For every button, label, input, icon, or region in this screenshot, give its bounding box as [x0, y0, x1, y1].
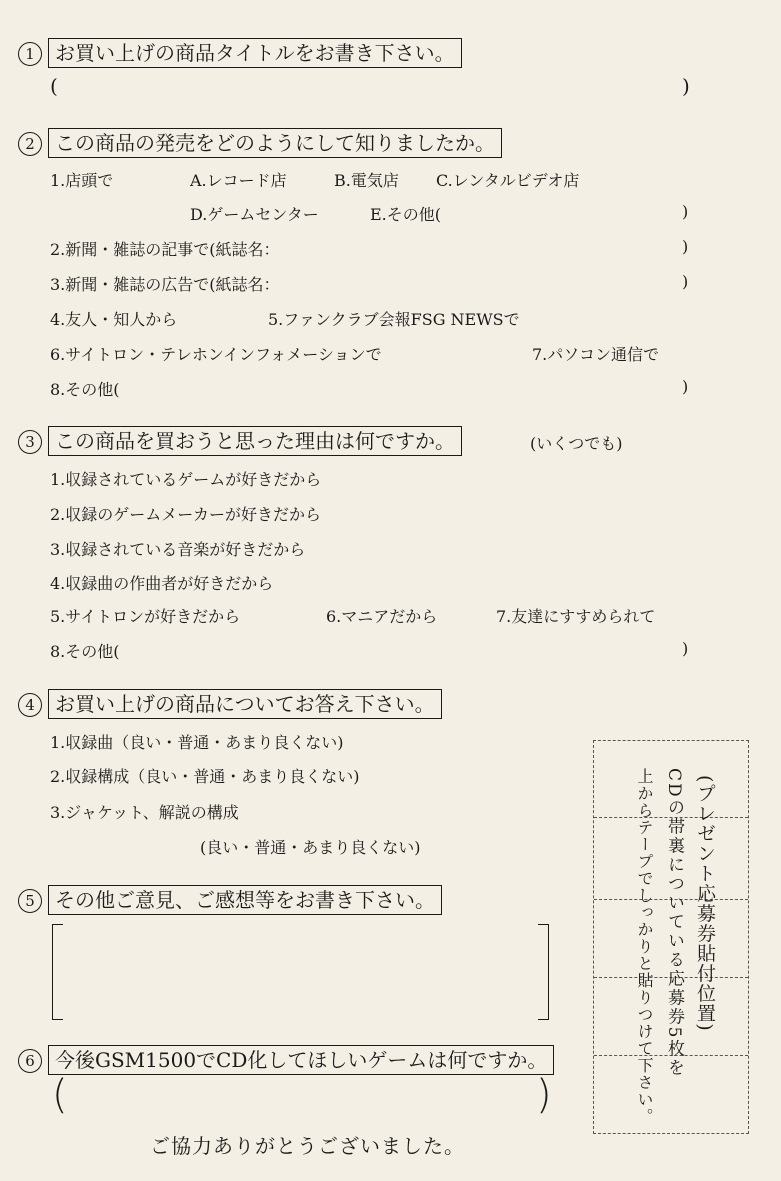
q2-option-1e: E.その他(	[370, 205, 442, 224]
question-number-5: 5	[18, 889, 42, 913]
coupon-instruction-line-2: 上からテープでしっかりと貼りつけて下さい。	[635, 768, 654, 1125]
q2-option-2: 2.新聞・雑誌の記事で(紙誌名：	[50, 240, 280, 259]
q2-option-6: 6.サイトロン・テレホンインフォメーションで	[50, 345, 382, 364]
q6-answer-close: )	[536, 1072, 552, 1118]
question-2-title: この商品の発売をどのようにして知りましたか。	[48, 128, 502, 158]
q5-answer-bracket-left	[52, 924, 63, 1020]
q2-option-1e-close: )	[682, 202, 689, 221]
q2-option-3: 3.新聞・雑誌の広告で(紙誌名：	[50, 275, 280, 294]
coupon-instruction-line-1: CDの帯裏についている応募券5枚を	[664, 768, 684, 1078]
coupon-area-title: (プレゼント応募券貼付位置)	[694, 775, 716, 1032]
q2-option-2-close: )	[682, 237, 689, 256]
q4-item-1: 1.収録曲（良い・普通・あまり良くない)	[50, 733, 344, 752]
q4-item-3-options: (良い・普通・あまり良くない)	[200, 838, 421, 857]
q1-answer-open: (	[50, 74, 58, 98]
q3-option-1: 1.収録されているゲームが好きだから	[50, 470, 322, 489]
q2-option-8: 8.その他(	[50, 380, 120, 399]
q4-item-3: 3.ジャケット、解説の構成	[50, 803, 239, 822]
q2-option-8-close: )	[682, 377, 689, 396]
q4-item-2: 2.収録構成（良い・普通・あまり良くない)	[50, 767, 360, 786]
question-number-1: 1	[18, 42, 42, 66]
q3-option-7: 7.友達にすすめられて	[496, 607, 656, 626]
question-number-4: 4	[18, 693, 42, 717]
q2-option-5: 5.ファンクラブ会報FSG NEWSで	[268, 310, 520, 329]
q5-answer-bracket-right	[538, 924, 549, 1020]
q2-option-1a: A.レコード店	[190, 171, 287, 190]
q3-option-4: 4.収録曲の作曲者が好きだから	[50, 574, 274, 593]
question-number-3: 3	[18, 430, 42, 454]
q2-option-1b: B.電気店	[334, 171, 399, 190]
question-4-title: お買い上げの商品についてお答え下さい。	[48, 689, 442, 719]
q3-option-5: 5.サイトロンが好きだから	[50, 607, 241, 626]
q2-option-3-close: )	[682, 272, 689, 291]
q2-option-7: 7.パソコン通信で	[532, 345, 659, 364]
question-number-2: 2	[18, 132, 42, 156]
q2-option-4: 4.友人・知人から	[50, 310, 178, 329]
thanks-message: ご協力ありがとうございました。	[150, 1134, 465, 1158]
q3-note: (いくつでも)	[530, 434, 623, 453]
q6-answer-open: (	[52, 1072, 68, 1118]
question-number-6: 6	[18, 1049, 42, 1073]
q3-option-2: 2.収録のゲームメーカーが好きだから	[50, 505, 321, 524]
question-6-title: 今後GSM1500でCD化してほしいゲームは何ですか。	[48, 1045, 554, 1075]
q3-option-6: 6.マニアだから	[326, 607, 438, 626]
q2-option-1d: D.ゲームセンター	[190, 205, 319, 224]
q3-option-8-close: )	[682, 639, 689, 658]
question-5-title: その他ご意見、ご感想等をお書き下さい。	[48, 885, 442, 915]
q2-option-1c: C.レンタルビデオ店	[436, 171, 580, 190]
q1-answer-close: )	[682, 74, 690, 98]
q3-option-8: 8.その他(	[50, 642, 120, 661]
question-3-title: この商品を買おうと思った理由は何ですか。	[48, 426, 462, 456]
q3-option-3: 3.収録されている音楽が好きだから	[50, 540, 306, 559]
question-1-title: お買い上げの商品タイトルをお書き下さい。	[48, 38, 462, 68]
q2-option-1: 1.店頭で	[50, 171, 114, 190]
